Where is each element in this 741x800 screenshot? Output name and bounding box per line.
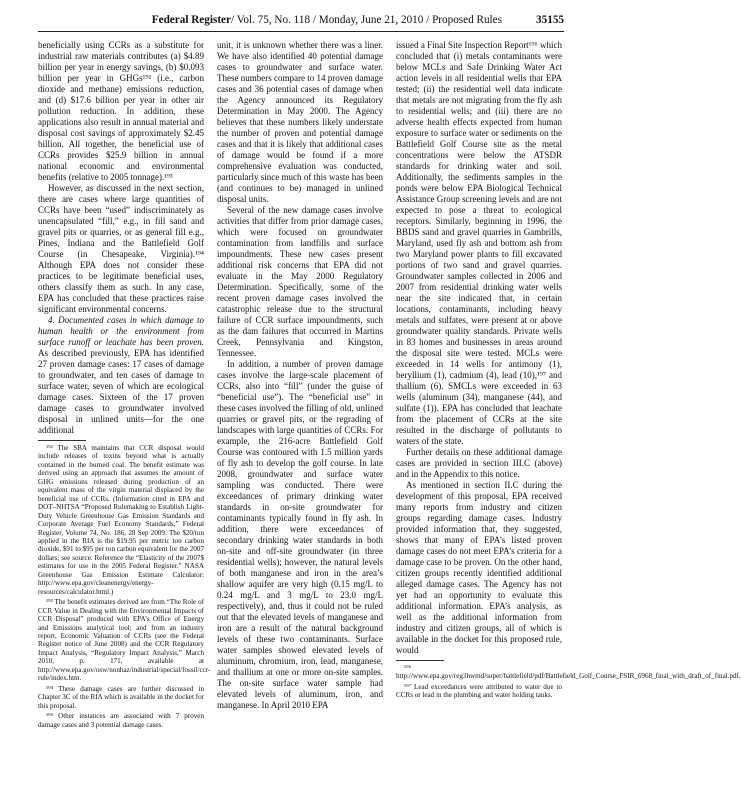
col2-paragraph-2: Several of the new damage cases involve activities that differ from prior damage cases, which were focused on groundwater contamination from landfills and surface impoundments. These new cases present additional risk concerns that EPA did not evaluate in the May 2000 Regulatory Determination. Specifically, some of the recent proven damage cases involved the catastrophic release due to the structural failure of CCR surface impoundments, such as the dam failures that occurred in Martins Creek, Pennsylvania and Kingston, Tennessee.: [217, 205, 383, 358]
column-3: [396, 40, 741, 702]
col1-paragraph-3-heading: 4. Documented cases in which damage to human health or the environment from surface runoff or leachate has been proven.: [38, 315, 204, 347]
col1-paragraph-2: However, as discussed in the next section, there are cases where large quantities of CCRs have been “used” indiscriminately as unencapsulated “fill,” e.g., in fill sand and gravel pits or quarries, or as general fill e.g., Pines, Indiana and the Battlefield Golf Course (in Chesapeake, Virginia).¹⁹⁴ Although EPA does not consider these practices to be legitimate beneficial uses, others classify them as such. In any case, EPA has concluded that these practices raise significant environmental concerns.: [38, 183, 204, 314]
footnote-divider: [396, 660, 444, 661]
footnote-divider: [38, 440, 86, 441]
col1-paragraph-3: [38, 315, 204, 436]
column-1: [38, 40, 211, 731]
column-2: [217, 40, 383, 711]
header-citation: [152, 14, 502, 26]
page-header: [38, 11, 564, 32]
footnote-193: ¹⁹³ The benefit estimates derived are from “The Role of CCR Value in Dealing with the Environmental Impacts of CCR Disposal” produced with EPA’s Office of Energy and Emissions analytical tool; and from an industry report, Economic Valuation of CCRs (see the Federal Register notice of June 2008) and the CCR Regulatory Impact Analysis, “Regulatory Impact Analysis,” March 2010, p. 171, available at http://www.epa.gov/osw/nonhaz/industrial/special/fossil/ccr-rule/index.htm.: [38, 598, 211, 683]
col1-paragraph-3-body: As described previously, EPA has identified 27 proven damage cases: 17 cases of damage to groundwater, and ten cases of damage to surface water, seven of which are ecological damage cases. Sixteen of the 17 proven damage cases to groundwater involved disposal in unlined units—for the one additional: [38, 348, 204, 435]
col1-paragraph-1: beneficially using CCRs as a substitute for industrial raw materials contributes (a) $4.89 billion per year in energy savings, (b) $0.093 billion per year in GHGs¹⁹² (i.e., carbon dioxide and methane) emissions reduction, and (d) $17.6 billion per year in other air pollution reduction. In addition, these applications also result in annual material and disposal cost savings of approximately $2.45 billion. All together, the beneficial use of CCRs provides $25.9 billion in annual national economic and environmental benefits (relative to 2005 tonnage).¹⁹³: [38, 40, 204, 182]
col3-paragraph-3: As mentioned in section II.C during the development of this proposal, EPA received many reports from industry and citizen groups regarding damage cases. Industry provided information that, they suggested, shows that many of EPA’s listed proven damage cases do not meet EPA’s criteria for a damage case to be proven. On the other hand, citizen groups recently identified additional alleged damage cases. The Agency has not yet had an opportunity to evaluate this additional information. EPA’s analysis, as well as the additional information from industry and citizen groups, all of which is available in the docket for this proposed rule, would: [396, 480, 562, 655]
col3-paragraph-2: Further details on these additional damage cases are provided in section III.C (above) and in the Appendix to this notice.: [396, 447, 562, 479]
footnote-196: ¹⁹⁶ http://www.epa.gov/reg3hwmd/super/battlefield/pdf/Battlefield_Golf_Course_FSIR_6968_final_with_draft_of_final.pdf.: [396, 664, 741, 681]
footnote-194: ¹⁹⁴ These damage cases are further discussed in Chapter 3C of the RIA which is available in the docket for this proposal.: [38, 684, 204, 710]
col2-paragraph-1: unit, it is unknown whether there was a liner. We have also identified 40 potential damage cases to groundwater and surface water. These numbers compare to 14 proven damage cases and 36 potential cases of damage when the Agency announced its Regulatory Determination in May 2000. The Agency believes that these numbers likely understate the number of proven and potential damage cases and that it is likely that additional cases of damage would be found if a more comprehensive evaluation was conducted, particularly since much of this waste has been (and continues to be) managed in unlined disposal units.: [217, 40, 383, 204]
footnote-197: ¹⁹⁷ Lead exceedances were attributed to water due to CCRs or lead in the plumbing and water holding tanks.: [396, 682, 562, 700]
col3-paragraph-1: issued a Final Site Inspection Report¹⁹⁶ which concluded that (i) metals contaminants were below MCLs and Safe Drinking Water Act action levels in all residential wells that EPA tested; (ii) the residential well data indicate that metals are not migrating from the fly ash to residential wells; and (iii) there are no adverse health effects expected from human exposure to surface water or sediments on the Battlefield Golf Course site as the metal concentrations were below the ATSDR standards for drinking water and soil. Additionally, the sediments samples in the ponds were below EPA Biological Technical Assistance Group screening levels and are not expected to pose a threat to ecological receptors. Similarly, beginning in 1996, the BBDS sand and gravel quarries in Gambrills, Maryland, used fly ash and bottom ash from two Maryland power plants to fill excavated portions of two sand and gravel quarries. Groundwater samples collected in 2006 and 2007 from residential drinking water wells near the site indicated that, in certain locations, contaminants, including heavy metals and sulfates, were present at or above groundwater quality standards. Private wells in 83 homes and businesses in areas around the disposal site were tested. MCLs were exceeded in 14 wells for antimony (1), beryllium (1), cadmium (4), lead (10),¹⁹⁷ and thallium (6). SMCLs were exceeded in 63 wells (aluminum (34), manganese (44), and sulfate (1)). EPA has concluded that leachate from the placement of CCRs at the site resulted in the discharge of pollutants to waters of the state.: [396, 40, 562, 446]
header-issue: / Vol. 75, No. 118 / Monday, June 21, 2010 / Proposed Rules: [231, 14, 502, 26]
footnote-192: ¹⁹² The SBA maintains that CCR disposal would include releases of toxins beyond what is actually contained in the burned coal. The benefit estimate was derived using an approach that assumes the amount of GHG emissions released during production of an equivalent mass of the virgin material displaced by the beneficial use of CCRs. (Information cited in EPA and DOT–NHTSA “Proposed Rulemaking to Establish Light-Duty Vehicle Greenhouse Gas Emission Standards and Corporate Average Fuel Economy Standards,” Federal Register, Volume 74, No. 186, 28 Sep 2009. The $20/ton applied in the RIA is the $19.95 per metric ton carbon dioxide, $91 to $95 per ton carbon equivalent for the 2007 dollars; see source. Reference the “Elasticity of the 2007$ estimates for use in the 2005 Federal Register.” NASA Greenhouse Gas Emission Estimate Calculator: http://www.epa.gov/cleanenergy/energy-resources/calculator.html.): [38, 444, 204, 596]
page-number: 35155: [536, 14, 564, 26]
header-publication: Federal Register: [151, 14, 231, 26]
col2-paragraph-3: In addition, a number of proven damage cases involve the large-scale placement of CCRs, also into “fill” (under the guise of “beneficial use”). The “beneficial use” in these cases involved the filling of old, unlined quarries or gravel pits, or the regrading of landscapes with large quantities of CCRs. For example, the 216-acre Battlefield Golf Course was contoured with 1.5 million yards of fly ash to develop the golf course. In late 2008, groundwater and surface water sampling was conducted. There were exceedances of primary drinking water standards in on-site groundwater for contaminants typically found in fly ash. In addition, there were exceedances of secondary drinking water standards in both on-site and off-site groundwater (in three residential wells); however, the natural levels of both manganese and iron in the area’s shallow aquifer are very high (0.15 mg/L to 0.24 mg/L and 3 mg/L to 23.0 mg/L respectively), and, thus it could not be ruled out that the elevated levels of manganese and iron are a result of the natural background levels of these two contaminants. Surface water samples showed elevated levels of aluminum, chromium, iron, lead, manganese, and thallium at one or more on-site samples. The on-site surface water sample had elevated levels of aluminum, iron, and manganese. In April 2010 EPA: [217, 359, 383, 710]
footnote-195: ¹⁹⁵ Other instances are associated with 7 proven damage cases and 3 potential damage cases.: [38, 712, 204, 729]
